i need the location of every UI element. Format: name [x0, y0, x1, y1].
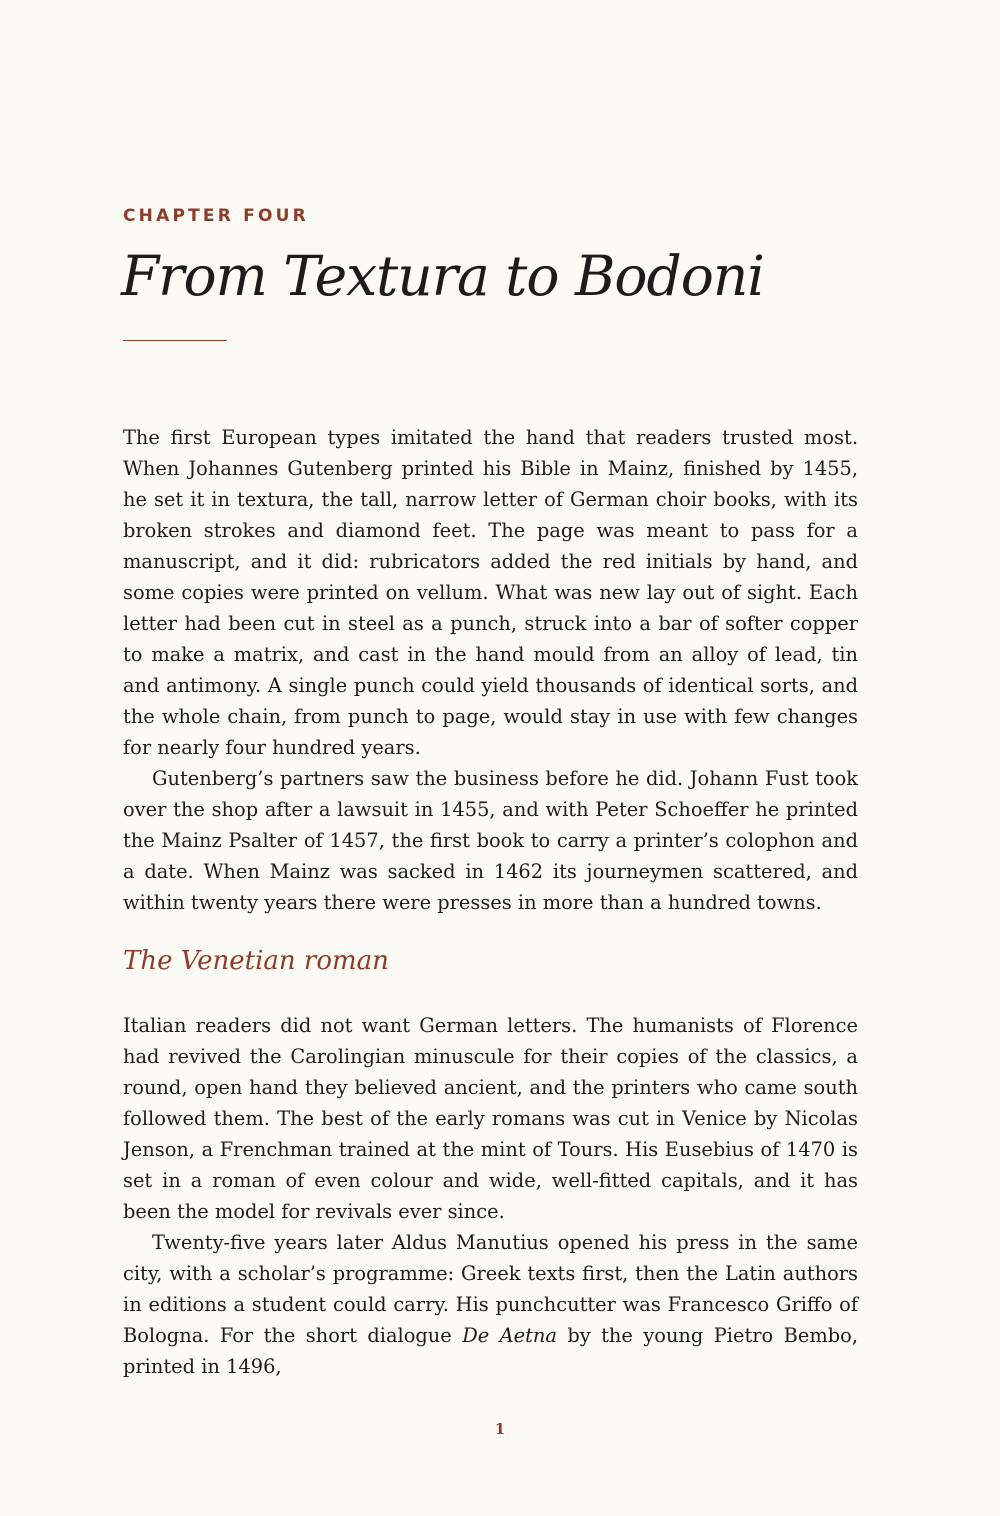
- book-title-italic: De Aetna: [462, 1324, 557, 1347]
- paragraph-text: by the young Pietro Bembo, printed in 1496,: [123, 1324, 858, 1378]
- section-heading: The Venetian roman: [123, 946, 389, 976]
- chapter-label: CHAPTER FOUR: [123, 206, 309, 226]
- paragraph: Italian readers did not want German letters. The humanists of Florence had revived the Carolingian minuscule for their copies of the classics, a round, open hand they believed ancient, and the printers who came south followed them. The best of the early romans was cut in Venice by Nicolas Jenson, a Frenchman trained at the mint of Tours. His Eusebius of 1470 is set in a roman of even colour and wide, well-fitted capitals, and it has been the model for revivals ever since.: [123, 1014, 858, 1223]
- chapter-title: From Textura to Bodoni: [121, 244, 764, 308]
- paragraph: Gutenberg’s partners saw the business before he did. Johann Fust took over the shop after a lawsuit in 1455, and with Peter Schoeffer he printed the Mainz Psalter of 1457, the first book to carry a printer’s colophon and a date. When Mainz was sacked in 1462 its journeymen scattered, and within twenty years there were presses in more than a hundred towns.: [123, 767, 858, 914]
- section-venetian-text: [123, 1010, 858, 1382]
- paragraph: The first European types imitated the hand that readers trusted most. When Johannes Gutenberg printed his Bible in Mainz, finished by 1455, he set it in textura, the tall, narrow letter of German choir books, with its broken strokes and diamond feet. The page was meant to pass for a manuscript, and it did: rubricators added the red initials by hand, and some copies were printed on vellum. What was new lay out of sight. Each letter had been cut in steel as a punch, struck into a bar of softer copper to make a matrix, and cast in the hand mould from an alloy of lead, tin and antimony. A single punch could yield thousands of identical sorts, and the whole chain, from punch to page, would stay in use with few changes for nearly four hundred years.: [123, 426, 858, 759]
- paragraph-last: [123, 1227, 858, 1382]
- page-number: 1: [494, 1420, 506, 1438]
- section-intro-text: [123, 422, 858, 918]
- title-rule-divider: [123, 340, 227, 341]
- paragraph-text: Twenty-five years later Aldus Manutius opened his press in the same city, with a scholar’s programme: Greek texts first, then the Latin authors in editions a student could carry. His punchcutter was Francesco Griffo of Bologna. For the short dialogue: [123, 1231, 858, 1347]
